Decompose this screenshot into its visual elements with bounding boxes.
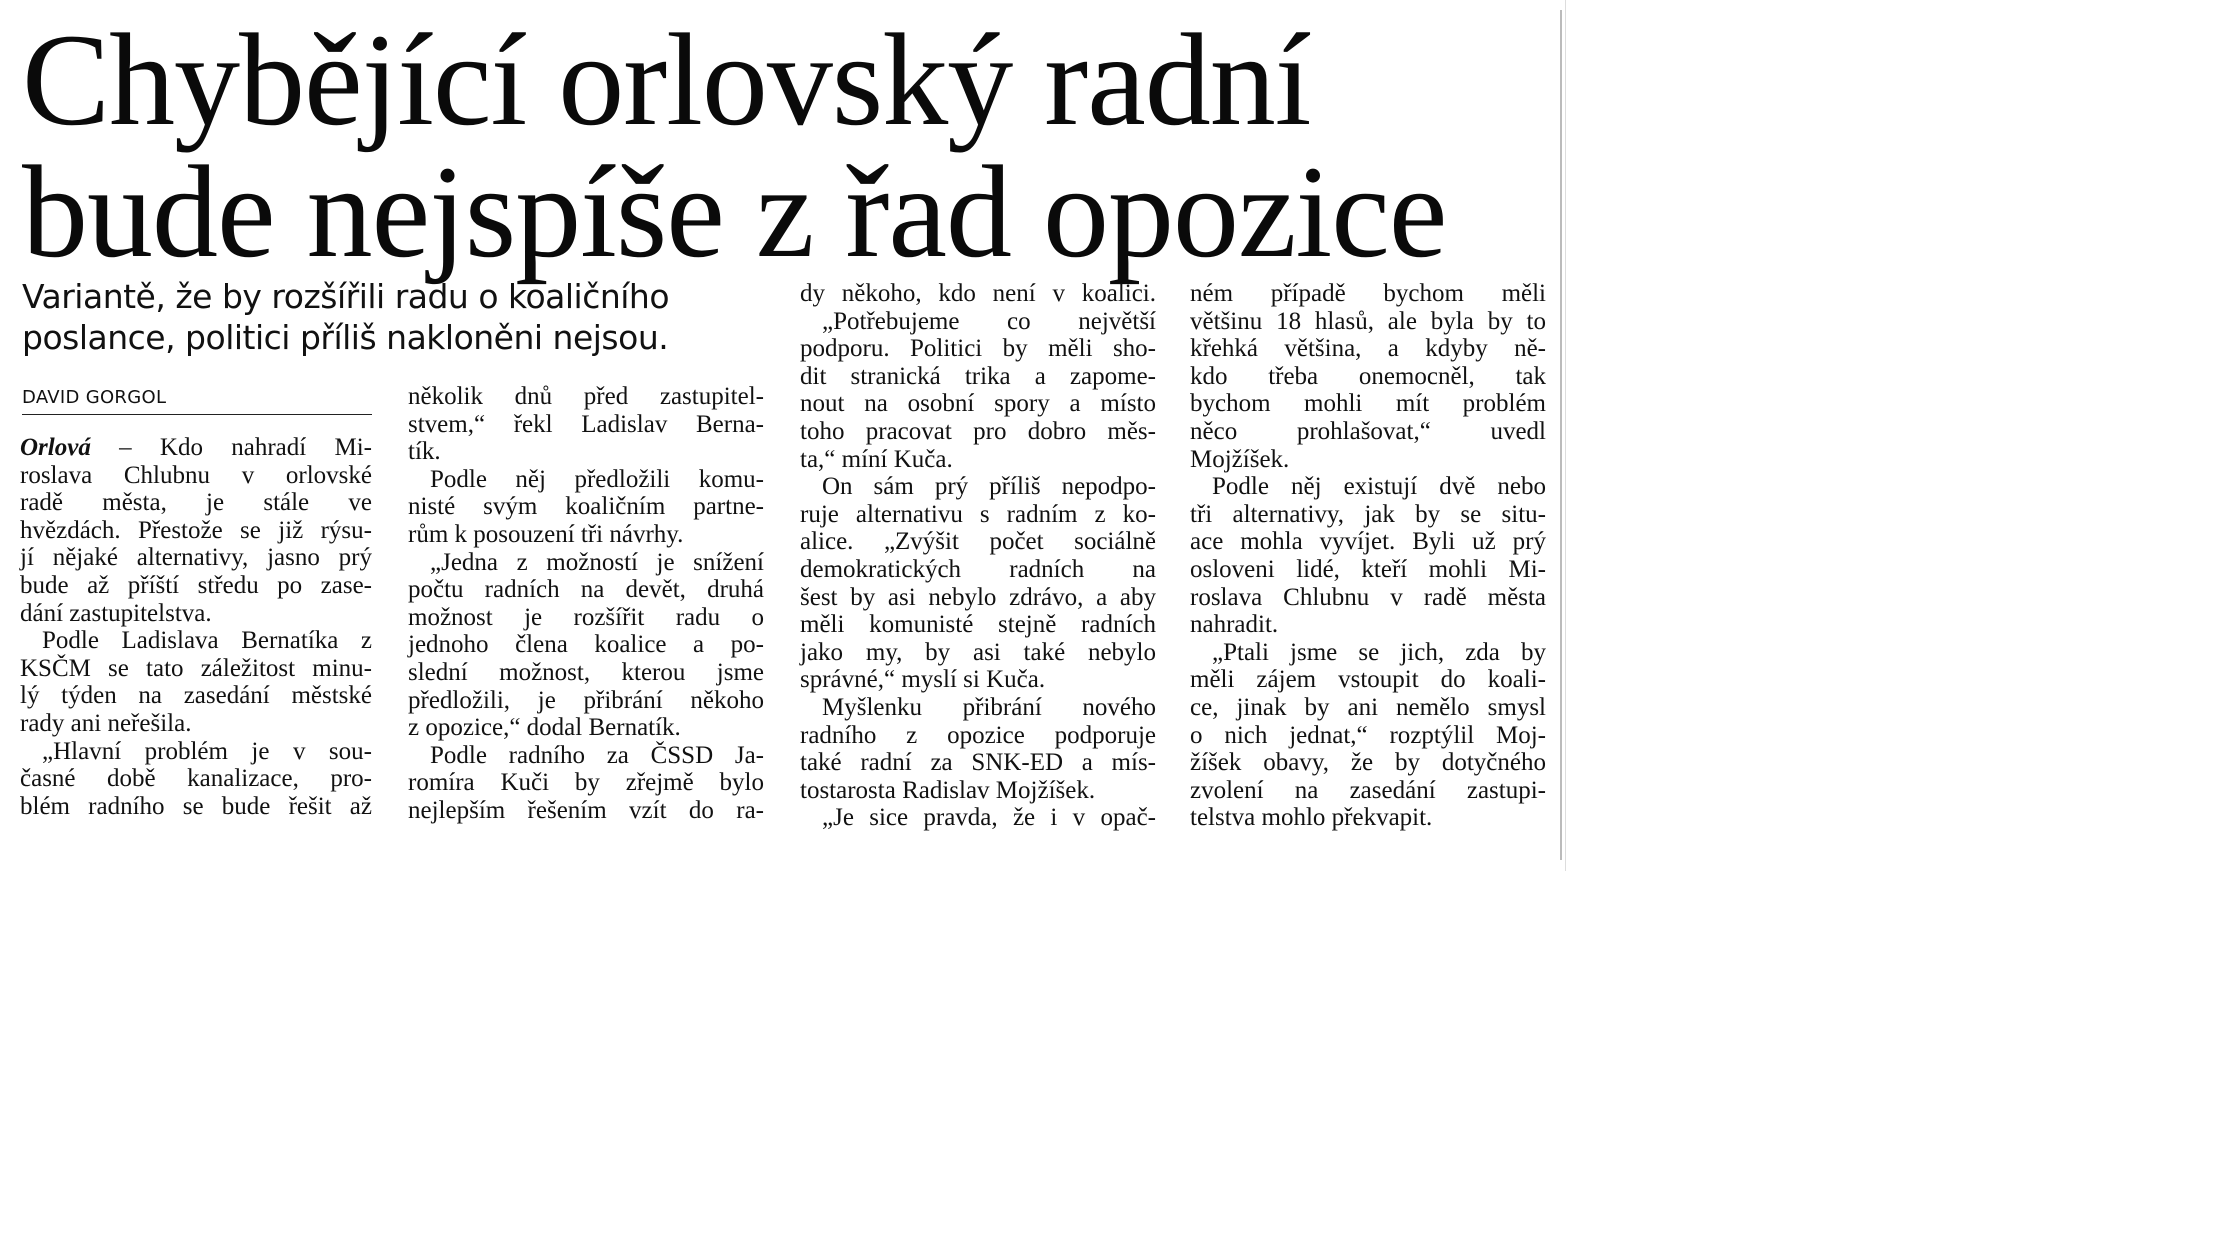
page-edge-rule bbox=[1560, 10, 1562, 860]
column-line: možnost je rozšířit radu o bbox=[408, 603, 764, 631]
column-line: několik dnů před zastupitel- bbox=[408, 383, 764, 410]
column-line: ném případě bychom měli bbox=[1190, 280, 1546, 307]
column-line: zvolení na zasedání zastupi- bbox=[1190, 776, 1546, 804]
column-line: stvem,“ řekl Ladislav Berna- bbox=[408, 410, 764, 438]
column-line: „Hlavní problém je v sou- bbox=[42, 737, 372, 765]
column-line: rady ani neřešila. bbox=[20, 709, 192, 737]
column-line: počtu radních na devět, druhá bbox=[408, 576, 764, 604]
headline-line-1: Chybějící orlovský radní bbox=[22, 6, 1311, 153]
column-line: jí nějaké alternativy, jasno prý bbox=[20, 544, 372, 572]
column-line: tík. bbox=[408, 438, 441, 466]
article-column-4 bbox=[1190, 280, 1546, 832]
column-line: bychom mohli mít problém bbox=[1190, 390, 1546, 418]
column-line: On sám prý příliš nepodpo- bbox=[822, 473, 1156, 501]
column-line: dy někoho, kdo není v koalici. bbox=[800, 280, 1156, 307]
column-line: ace mohla vyvíjet. Byli už prý bbox=[1190, 528, 1546, 556]
column-line: „Jedna z možností je snížení bbox=[430, 548, 764, 576]
column-line: Podle něj předložili komu- bbox=[430, 465, 764, 493]
column-line: „Je sice pravda, že i v opač- bbox=[822, 804, 1156, 832]
column-line: tostarosta Radislav Mojžíšek. bbox=[800, 776, 1096, 804]
column-line: rům k posouzení tři návrhy. bbox=[408, 520, 684, 548]
subhead-line-2: poslance, politici příliš nakloněni nejsou. bbox=[22, 318, 669, 357]
column-line: také radní za SNK-ED a mís- bbox=[800, 749, 1156, 777]
column-line-text: – Kdo nahradí Mi- bbox=[119, 434, 372, 461]
column-line: většinu 18 hlasů, ale byla by to bbox=[1190, 307, 1546, 335]
column-line: „Ptali jsme se jich, zda by bbox=[1212, 638, 1546, 666]
column-line: podporu. Politici by měli sho- bbox=[800, 335, 1156, 363]
column-line: nejlepším řešením vzít do ra- bbox=[408, 796, 764, 824]
column-line: roslava Chlubnu v orlovské bbox=[20, 461, 372, 489]
dateline-place: Orlová bbox=[20, 434, 91, 461]
column-line: správné,“ myslí si Kuča. bbox=[800, 666, 1046, 694]
article-headline bbox=[22, 6, 1542, 285]
subhead-line-1: Variantě, že by rozšířili radu o koaličního bbox=[22, 277, 670, 316]
column-line: alice. „Zvýšit počet sociálně bbox=[800, 528, 1156, 556]
column-line: bude až příští středu po zase- bbox=[20, 571, 372, 599]
column-line: jako my, by asi také nebylo bbox=[800, 638, 1156, 666]
article-column-2 bbox=[408, 383, 764, 825]
column-line: romíra Kuči by zřejmě bylo bbox=[408, 769, 764, 797]
column-line: slední možnost, kterou jsme bbox=[408, 658, 764, 686]
column-line: lý týden na zasedání městské bbox=[20, 682, 372, 710]
headline-line-2: bude nejspíše z řad opozice bbox=[22, 138, 1447, 285]
column-line: roslava Chlubnu v radě města bbox=[1190, 583, 1546, 611]
column-line: Podle radního za ČSSD Ja- bbox=[430, 741, 764, 769]
article-column-3 bbox=[800, 280, 1156, 832]
column-line: Myšlenku přibrání nového bbox=[822, 693, 1156, 721]
column-line: hvězdách. Přestože se již rýsu- bbox=[20, 516, 372, 544]
column-line: nout na osobní spory a místo bbox=[800, 390, 1156, 418]
column-line: toho pracovat pro dobro měs- bbox=[800, 417, 1156, 445]
column-line: měli zájem vstoupit do koali- bbox=[1190, 666, 1546, 694]
column-line: osloveni lidé, kteří mohli Mi- bbox=[1190, 555, 1546, 583]
column-line: tři alternativy, jak by se situ- bbox=[1190, 500, 1546, 528]
column-line: Podle Ladislava Bernatíka z bbox=[42, 627, 372, 655]
column-line: dit stranická trika a zapome- bbox=[800, 362, 1156, 390]
column-line: radního z opozice podporuje bbox=[800, 721, 1156, 749]
column-line: radě města, je stále ve bbox=[20, 489, 372, 517]
column-line: z opozice,“ dodal Bernatík. bbox=[408, 714, 681, 742]
column-line: něco prohlašovat,“ uvedl bbox=[1190, 417, 1546, 445]
column-line: kdo třeba onemocněl, tak bbox=[1190, 362, 1546, 390]
column-line: časné době kanalizace, pro- bbox=[20, 765, 372, 793]
column-line: demokratických radních na bbox=[800, 555, 1156, 583]
column-line: Mojžíšek. bbox=[1190, 445, 1290, 473]
article-subheadline bbox=[22, 276, 782, 358]
column-line: ruje alternativu s radním z ko- bbox=[800, 500, 1156, 528]
column-line: křehká většina, a kdyby ně- bbox=[1190, 335, 1546, 363]
column-line: nahradit. bbox=[1190, 611, 1279, 639]
column-line: jednoho člena koalice a po- bbox=[408, 631, 764, 659]
column-line: o nich jednat,“ rozptýlil Moj- bbox=[1190, 721, 1546, 749]
column-line: nisté svým koaličním partne- bbox=[408, 493, 764, 521]
article-column-1 bbox=[20, 434, 372, 820]
column-line bbox=[20, 434, 372, 462]
column-line: „Potřebujeme co největší bbox=[822, 307, 1156, 335]
column-line: předložili, je přibrání někoho bbox=[408, 686, 764, 714]
page-edge-shadow bbox=[1565, 0, 1566, 871]
column-line: telstva mohlo překvapit. bbox=[1190, 804, 1433, 832]
column-line: KSČM se tato záležitost minu- bbox=[20, 654, 372, 682]
column-line: dání zastupitelstva. bbox=[20, 599, 212, 627]
column-line: blém radního se bude řešit až bbox=[20, 792, 372, 820]
author-byline: DAVID GORGOL bbox=[22, 386, 372, 415]
column-line: měli komunisté stejně radních bbox=[800, 611, 1156, 639]
column-line: Podle něj existují dvě nebo bbox=[1212, 473, 1546, 501]
column-line: šest by asi nebylo zdrávo, a aby bbox=[800, 583, 1156, 611]
column-line: ta,“ míní Kuča. bbox=[800, 445, 953, 473]
column-line: žíšek obavy, že by dotyčného bbox=[1190, 749, 1546, 777]
column-line: ce, jinak by ani nemělo smysl bbox=[1190, 693, 1546, 721]
